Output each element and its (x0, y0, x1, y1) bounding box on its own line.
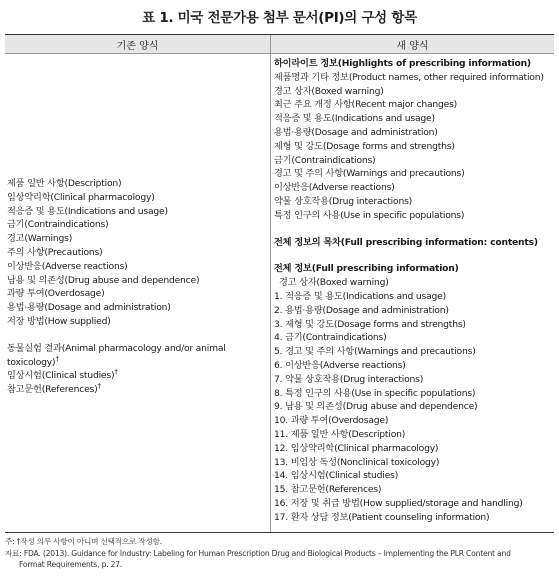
full-info-item: 7. 약물 상호작용(Drug interactions) (274, 373, 424, 385)
old-format-list (7, 177, 265, 329)
full-info-item: 3. 제형 및 강도(Dosage forms and strengths) (274, 318, 466, 330)
highlights-item: 적응증 및 용도(Indications and usage) (274, 113, 435, 125)
full-info-item: 16. 저장 및 취급 방법(How supplied/storage and handling) (274, 497, 523, 509)
full-info-item: 13. 비임상 독성(Nonclinical toxicology) (274, 456, 440, 468)
full-info-item: 4. 금기(Contraindications) (274, 332, 387, 344)
highlights-item: 특정 인구의 사용(Use in specific populations) (274, 209, 465, 221)
full-info-item: 14. 임상시험(Clinical studies) (274, 470, 399, 482)
optional-item-text: 동물실험 결과(Animal pharmacology and/or animal (7, 342, 226, 354)
full-info-item: 17. 환자 상담 정보(Patient counseling information) (274, 511, 490, 523)
old-format-item: 남용 및 의존성(Drug abuse and dependence) (7, 274, 200, 286)
full-info-item: 1. 적응증 및 용도(Indications and usage) (274, 290, 446, 302)
old-format-item: 임상약리학(Clinical pharmacology) (7, 191, 155, 203)
optional-mark: † (55, 354, 59, 363)
old-format-item: 적응증 및 용도(Indications and usage) (7, 205, 168, 217)
optional-item-text: toxicology) (7, 356, 56, 368)
highlights-item: 제형 및 강도(Dosage forms and strengths) (274, 140, 455, 152)
full-info-item: 10. 과량 투여(Overdosage) (274, 415, 389, 427)
old-format-item: 금기(Contraindications) (7, 219, 109, 231)
highlights-item: 용법·용량(Dosage and administration) (274, 126, 438, 138)
header-old-format: 기존 양식 (116, 41, 159, 52)
optional-item-text: 참고문헌(References) (7, 384, 98, 396)
old-format-item: 주의 사항(Precautions) (7, 246, 103, 258)
comparison-table (5, 34, 554, 533)
full-info-item: 11. 제품 일반 사항(Description) (274, 428, 406, 440)
full-info-list (274, 290, 554, 525)
old-format-optional-item (7, 356, 265, 370)
table-title: 표 1. 미국 전문가용 첨부 문서(PI)의 구성 항목 (142, 10, 417, 26)
new-format-column (274, 57, 554, 525)
full-info-item: 8. 특정 인구의 사용(Use in specific populations) (274, 387, 476, 399)
full-info-item: 6. 이상반응(Adverse reactions) (274, 359, 406, 371)
old-format-optional-item (7, 369, 265, 383)
highlights-item: 최근 주요 개정 사항(Recent major changes) (274, 99, 458, 111)
full-info-item: 5. 경고 및 주의 사항(Warnings and precautions) (274, 346, 476, 358)
footnotes (5, 536, 554, 571)
full-info-item: 2. 용법·용량(Dosage and administration) (274, 304, 449, 316)
old-format-item: 경고(Warnings) (7, 233, 73, 245)
column-divider (270, 35, 271, 532)
highlights-item: 경고 및 주의 사항(Warnings and precautions) (274, 168, 465, 180)
old-format-optional-list (7, 342, 265, 397)
old-format-column (7, 177, 265, 397)
old-format-item: 이상반응(Adverse reactions) (7, 260, 128, 272)
header-new-format: 새 양식 (396, 41, 429, 52)
optional-mark: † (97, 382, 101, 391)
optional-mark: † (114, 368, 118, 377)
highlights-item: 약물 상호작용(Drug interactions) (274, 195, 413, 207)
full-info-item: 12. 임상약리학(Clinical pharmacology) (274, 442, 439, 454)
full-info-heading: 전체 정보(Full prescribing information) (274, 263, 459, 275)
highlights-item: 경고 상자(Boxed warning) (274, 85, 384, 97)
highlights-item: 제품명과 기타 정보(Product names, other required information) (274, 71, 544, 83)
optional-item-text: 임상시험(Clinical studies) (7, 370, 115, 382)
full-boxed-warning: 경고 상자(Boxed warning) (279, 277, 389, 289)
old-format-item: 과량 투여(Overdosage) (7, 288, 105, 300)
full-info-item: 15. 참고문헌(References) (274, 484, 382, 496)
highlights-item: 금기(Contraindications) (274, 154, 376, 166)
highlights-item: 이상반응(Adverse reactions) (274, 182, 395, 194)
footnote-source-2: Format Requirements, p. 27. (19, 560, 123, 569)
highlights-heading: 하이라이트 정보(Highlights of prescribing information) (274, 58, 531, 69)
footnote-note: 주: †작성 의무 사항이 아니며 선택적으로 작성함. (5, 537, 163, 546)
full-info-item: 9. 남용 및 의존성(Drug abuse and dependence) (274, 401, 478, 413)
old-format-item: 저장 방법(How supplied) (7, 315, 111, 327)
old-format-optional-item (7, 383, 265, 397)
old-format-item: 제품 일반 사항(Description) (7, 178, 122, 189)
footnote-source-1: 자료: FDA. (2013). Guidance for Industry: Labeling for Human Prescription Drug and Biological Products – Implementing the PLR Content and (5, 548, 511, 558)
old-format-item: 용법·용량(Dosage and administration) (7, 302, 171, 314)
contents-heading: 전체 정보의 목차(Full prescribing information: contents) (274, 236, 538, 248)
highlights-list (274, 71, 554, 223)
old-format-optional-item (7, 342, 265, 356)
table-header (5, 35, 554, 54)
